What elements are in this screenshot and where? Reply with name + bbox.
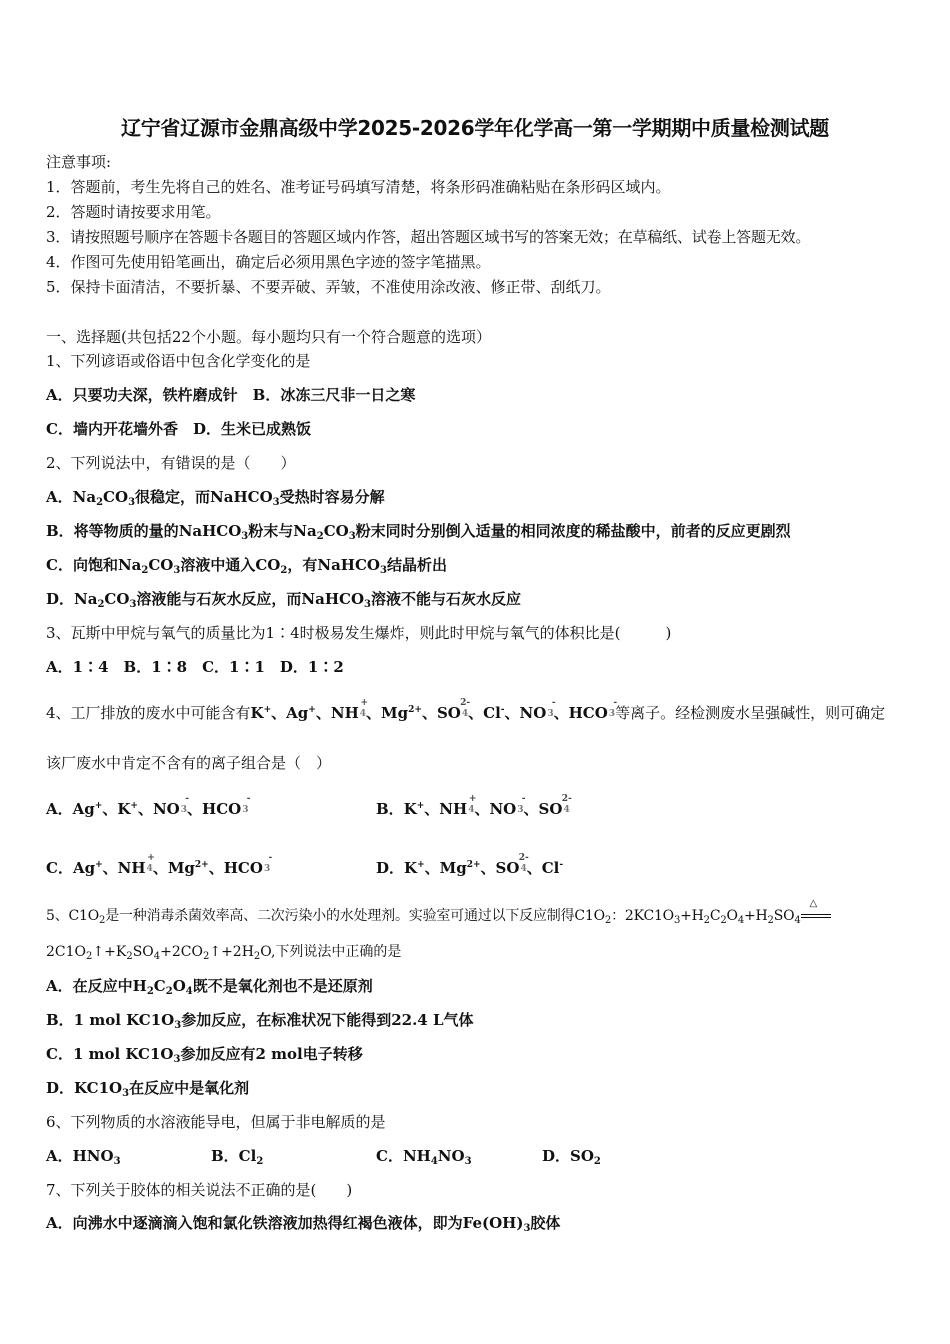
option-a[interactable]: A．$Na_2CO_3$很稳定，而NaHCO$_3$受热时容易分解 [46, 488, 385, 508]
option-d[interactable]: D．$KC1O_3$在反应中是氧化剂 [46, 1079, 250, 1099]
notice-heading: 注意事项: [46, 153, 112, 171]
question-1-options-cd [46, 419, 311, 439]
question-7-stem: 7、下列关于胶体的相关说法不正确的是( ) [46, 1181, 353, 1199]
option-b[interactable]: B．$Cl_2$ [211, 1147, 264, 1167]
question-1-stem: 1、下列谚语或俗语中包含化学变化的是 [46, 352, 311, 370]
option-c[interactable]: C．1 mol $KC1O_3$参加反应有2 mol电子转移 [46, 1045, 363, 1065]
option-a[interactable]: A．Ag+、K+、NO - 3、HCO - 3 [46, 794, 251, 818]
option-b[interactable]: B．K+、NH + 4、NO - 3、SO 2- 4 [376, 794, 572, 818]
option-a[interactable]: A．只要功夫深，铁杵磨成针 [46, 386, 238, 404]
option-c[interactable]: C．墙内开花墙外香 [46, 420, 178, 438]
option-b[interactable]: B．将等物质的量的NaHCO$_3$粉末与$Na_2CO_3$粉末同时分别倒入适量的相同浓度的稀盐酸中，前者的反应更剧烈 [46, 522, 791, 542]
heat-condition-mark: △ [801, 906, 831, 926]
option-d[interactable]: D．$Na_2CO_3$溶液能与石灰水反应，而NaHCO$_3$溶液不能与石灰水反应 [46, 590, 522, 610]
question-3-stem: 3、瓦斯中甲烷与氧气的质量比为1∶4时极易发生爆炸，则此时甲烷与氧气的体积比是( ) [46, 624, 672, 642]
notice-item: 2．答题时请按要求用笔。 [46, 203, 221, 221]
option-d[interactable]: D．K+、$Mg^{2+}$、SO 2- 4、Cl- [376, 853, 564, 877]
question-5-stem-2: $2C1O_2↑+K_2SO_4+2CO_2↑+2H_2O$,下列说法中正确的是 [46, 944, 402, 962]
notice-item: 3．请按照题号顺序在答题卡各题目的答题区域内作答，超出答题区域书写的答案无效；在草稿纸、试卷上答题无效。 [46, 228, 811, 246]
page-title: 辽宁省辽源市金鼎高级中学2025-2026学年化学高一第一学期期中质量检测试题 [121, 116, 829, 140]
option-c[interactable]: C．向饱和$Na_2CO_3$溶液中通入$CO_2$，有NaHCO$_3$结晶析出 [46, 556, 447, 576]
notice-item: 5．保持卡面清洁，不要折暴、不要弄破、弄皱，不准使用涂改液、修正带、刮纸刀。 [46, 278, 611, 296]
question-1-options-ab [46, 385, 415, 405]
question-5-stem: 5、$C1O_2$是一种消毒杀菌效率高、二次污染小的水处理剂。实验室可通过以下反应制得$C1O_2$：$2KC1O_3+H_2C_2O_4+H_2SO_4$ △ [46, 906, 831, 926]
option-c[interactable]: C．$NH_4NO_3$ [376, 1147, 472, 1167]
option-a[interactable]: A．$HNO_3$ [46, 1147, 121, 1167]
question-6-stem: 6、下列物质的水溶液能导电，但属于非电解质的是 [46, 1113, 386, 1131]
notice-item: 4．作图可先使用铅笔画出，确定后必须用黑色字迹的签字笔描黑。 [46, 253, 491, 271]
option-a[interactable]: A．在反应中$H_2C_2O_4$既不是氧化剂也不是还原剂 [46, 977, 373, 997]
notice-item: 1．答题前，考生先将自己的姓名、准考证号码填写清楚，将条形码准确粘贴在条形码区域内。 [46, 178, 671, 196]
option-a[interactable]: A．向沸水中逐滴滴入饱和氯化铁溶液加热得红褐色液体，即为$Fe(OH)_3$胶体 [46, 1214, 561, 1234]
question-4-stem: 4、工厂排放的废水中可能含有K+、Ag+、NH + 4、$Mg^{2+}$、SO 2- 4、Cl-、NO - 3、HCO - 3等离子。经检测废水呈强碱性，则可确定 [46, 698, 886, 722]
section-heading: 一、选择题(共包括22个小题。每小题均只有一个符合题意的选项） [46, 328, 491, 346]
option-d[interactable]: D．$SO_2$ [542, 1147, 601, 1167]
question-4-stem-2: 该厂废水中肯定不含有的离子组合是（ ） [46, 754, 332, 772]
option-c[interactable]: C．Ag+、NH + 4、$Mg^{2+}$、HCO - 3 [46, 853, 273, 877]
option-d[interactable]: D．生米已成熟饭 [192, 420, 311, 438]
option-b[interactable]: B．1 mol $KC1O_3$参加反应，在标准状况下能得到22.4 L气体 [46, 1011, 474, 1031]
option-b[interactable]: B．冰冻三尺非一日之寒 [252, 386, 416, 404]
question-2-stem: 2、下列说法中，有错误的是（ ） [46, 454, 296, 472]
question-3-options[interactable]: A．1∶4 B．1∶8 C．1∶1 D．1∶2 [46, 658, 344, 676]
